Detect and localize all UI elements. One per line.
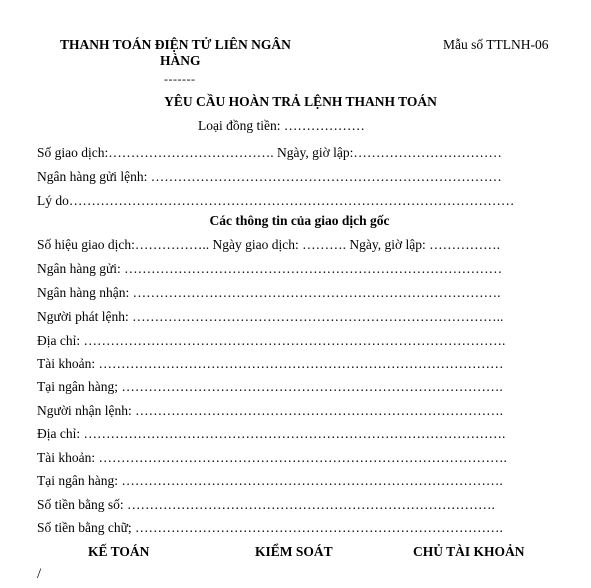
original-receiving-bank-field: Ngân hàng nhận: ………………………………………………………………………. (37, 285, 501, 300)
transaction-number-field: Số giao dịch:………………………………. Ngày, giờ lập:…………………………… (37, 145, 502, 160)
payee-field: Người nhận lệnh: ………………………………………………………………………. (37, 403, 503, 418)
amount-in-words-field: Số tiền bằng chữ; ………………………………………………………………………. (37, 520, 503, 535)
original-transaction-number-field: Số hiệu giao dịch:…………….. Ngày giao dịch: ………. Ngày, giờ lập: ……………. (37, 237, 500, 252)
form-code: Mẫu số TTLNH-06 (443, 37, 549, 52)
payer-field: Người phát lệnh: ……………………………………………………………………….. (37, 309, 504, 324)
payer-bank-field: Tại ngân hàng; …………………………………………………………………………. (37, 379, 503, 394)
payee-bank-field: Tại ngân hàng: …………………………………………………………………………. (37, 473, 503, 488)
reason-field: Lý do……………………………………………………………………………………… (37, 193, 515, 208)
signature-controller: KIỂM SOÁT (255, 544, 333, 559)
payee-account-field: Tài khoản: ………………………………………………………………………………. (37, 450, 507, 465)
section-title-original-transaction: Các thông tin của giao dịch gốc (209, 213, 390, 228)
sending-bank-field: Ngân hàng gửi lệnh: …………………………………………………………………… (37, 169, 502, 184)
payer-account-field: Tài khoản: ……………………………………………………………………………… (37, 356, 504, 371)
organization-header (60, 37, 310, 69)
organization-name-line2: HÀNG (160, 53, 201, 68)
signature-account-holder: CHỦ TÀI KHOẢN (413, 544, 525, 559)
currency-type-field: Loại đồng tiền: ……………… (198, 118, 365, 133)
amount-in-figures-field: Số tiền bằng số: ………………………………………………………………………. (37, 497, 495, 512)
signature-accountant: KẾ TOÁN (88, 544, 150, 559)
payee-address-field: Địa chỉ: …………………………………………………………………………………. (37, 426, 506, 441)
footer-slash-mark: / (37, 566, 42, 582)
document-title: YÊU CẦU HOÀN TRẢ LỆNH THANH TOÁN (164, 94, 437, 109)
payer-address-field: Địa chỉ: …………………………………………………………………………………. (37, 333, 506, 348)
organization-name-line1: THANH TOÁN ĐIỆN TỬ LIÊN NGÂN (60, 37, 291, 52)
header-separator: ------- (164, 72, 196, 86)
original-sending-bank-field: Ngân hàng gửi: ………………………………………………………………………… (37, 261, 503, 276)
